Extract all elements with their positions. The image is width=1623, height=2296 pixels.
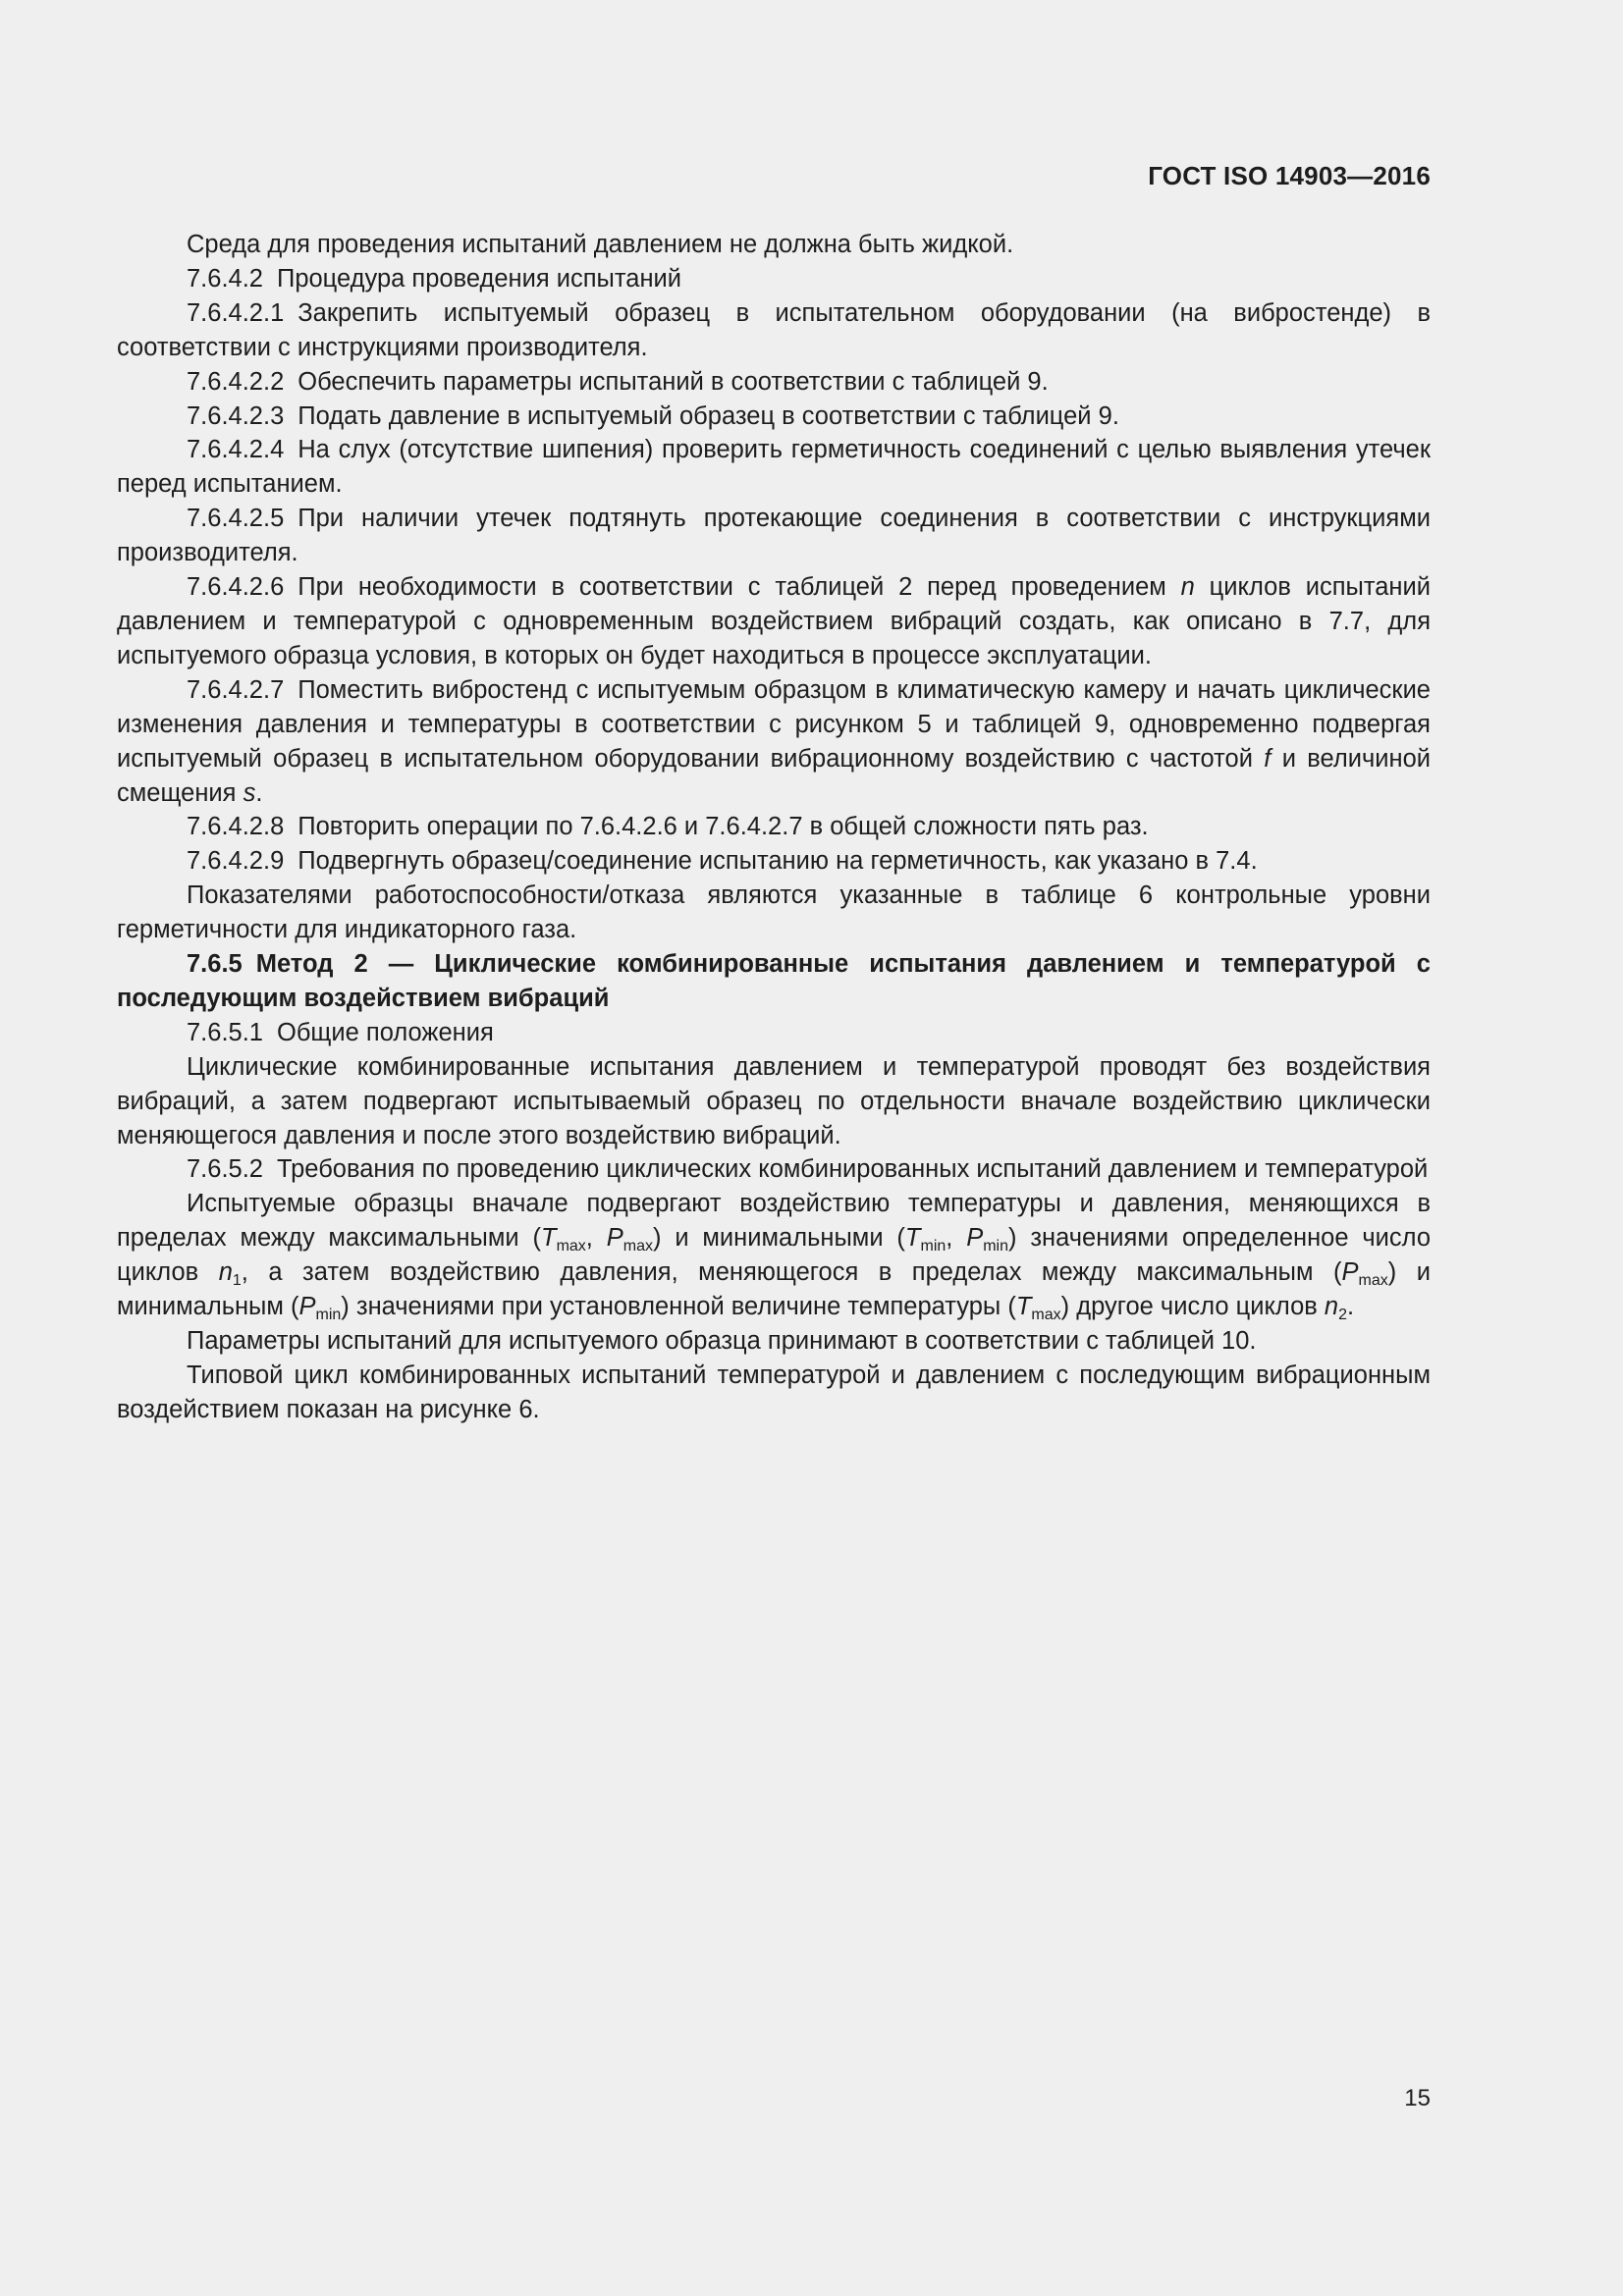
section-heading <box>117 1016 1431 1050</box>
clause-title: Процедура проведения испытаний <box>276 264 682 293</box>
section-heading-bold <box>117 947 1431 1016</box>
subscript-max: max <box>622 1238 653 1255</box>
clause-number: 7.6.4.2.8 <box>187 813 285 841</box>
clause-text: Повторить операции по 7.6.4.2.6 и 7.6.4.2.7 в общей сложности пять раз. <box>298 813 1149 841</box>
clause-number: 7.6.5 <box>187 950 243 979</box>
text-run: ) значениями определенное число циклов <box>117 1224 1432 1287</box>
var-T: T <box>540 1224 557 1253</box>
var-P: P <box>1341 1258 1359 1287</box>
clause-number: 7.6.4.2.5 <box>187 505 285 533</box>
subscript-max: max <box>1031 1307 1061 1324</box>
clause <box>117 433 1431 502</box>
text-run: , а затем воздействию давления, меняющегося в пределах между максимальным ( <box>241 1258 1342 1287</box>
clause <box>117 502 1431 570</box>
paragraph <box>117 1359 1431 1427</box>
paragraph-text: Среда для проведения испытаний давлением не должна быть жидкой. <box>187 231 1014 258</box>
text-run: Испытуемые образцы вначале подвергают воздействию температуры и давления, меняющихся в пределах между максимальными ( <box>117 1190 1431 1253</box>
clause-number: 7.6.4.2 <box>187 264 263 293</box>
clause-title: Общие положения <box>276 1018 494 1046</box>
paragraph-text: Показателями работоспособности/отказа являются указанные в таблице 6 контрольные уровни герметичности для индикаторного газа. <box>117 881 1431 944</box>
paragraph <box>117 228 1431 262</box>
var-P: P <box>966 1224 984 1253</box>
clause <box>117 673 1431 811</box>
clause-number: 7.6.4.2.2 <box>187 367 285 396</box>
text-run: ) и минимальным ( <box>117 1258 1431 1321</box>
subscript-min: min <box>920 1238 947 1255</box>
section-heading <box>117 262 1431 296</box>
text-run: ) и минимальными ( <box>652 1224 905 1253</box>
text-run: , <box>946 1224 967 1253</box>
var-P: P <box>606 1224 623 1253</box>
variable-n: n <box>1180 573 1195 602</box>
clause-text: Подвергнуть образец/соединение испытанию на герметичность, как указано в 7.4. <box>298 847 1258 876</box>
variable-s: s <box>243 778 256 807</box>
clause-number: 7.6.4.2.6 <box>187 573 285 602</box>
clause-text: циклов испытаний давлением и температурой с одновременным воздействием вибраций создать, как описано в 7.7, для испытуемого образца условия, в которых он будет находиться в процессе эксплуатации. <box>117 573 1431 669</box>
paragraph-text: Параметры испытаний для испытуемого образца принимают в соответствии с таблицей 10. <box>187 1327 1257 1355</box>
clause-text: Обеспечить параметры испытаний в соответствии с таблицей 9. <box>298 367 1049 396</box>
paragraph-with-formulas <box>117 1187 1431 1324</box>
clause-text: Подать давление в испытуемый образец в соответствии с таблицей 9. <box>298 401 1119 430</box>
clause-text: На слух (отсутствие шипения) проверить герметичность соединений с целью выявления утечек перед испытанием. <box>117 436 1431 499</box>
subscript-1: 1 <box>232 1272 242 1290</box>
clause <box>117 365 1431 400</box>
document-id-header: ГОСТ ISO 14903—2016 <box>1148 161 1431 190</box>
clause-number: 7.6.4.2.3 <box>187 401 285 430</box>
clause-text: и величиной смещения <box>117 744 1431 807</box>
variable-f: f <box>1264 744 1271 773</box>
paragraph <box>117 1324 1431 1359</box>
var-n: n <box>1324 1293 1339 1321</box>
clause-number: 7.6.4.2.1 <box>187 298 285 327</box>
var-T: T <box>904 1224 921 1253</box>
clause-number: 7.6.4.2.9 <box>187 847 285 876</box>
text-run: , <box>585 1224 607 1253</box>
paragraph-text: Типовой цикл комбинированных испытаний температурой и давлением с последующим вибрационным воздействием показан на рисунке 6. <box>117 1361 1431 1423</box>
body-text <box>117 228 1431 1427</box>
clause <box>117 400 1431 434</box>
section-title: Метод 2 — Циклические комбинированные испытания давлением и температурой с последующим воздействием вибраций <box>117 950 1431 1012</box>
clause-number: 7.6.4.2.7 <box>187 675 285 704</box>
clause-text: При необходимости в соответствии с таблицей 2 перед проведением <box>298 573 1181 602</box>
subscript-max: max <box>1358 1272 1388 1290</box>
clause-number: 7.6.5.2 <box>187 1155 263 1184</box>
subscript-min: min <box>315 1307 342 1324</box>
clause-text: . <box>255 778 263 807</box>
clause <box>117 810 1431 844</box>
clause-number: 7.6.5.1 <box>187 1018 263 1046</box>
clause-title: Требования по проведению циклических комбинированных испытаний давлением и температурой <box>276 1155 1429 1184</box>
subscript-2: 2 <box>1338 1307 1348 1324</box>
subscript-min: min <box>983 1238 1008 1255</box>
text-run: ) значениями при установленной величине температуры ( <box>341 1293 1016 1321</box>
paragraph <box>117 879 1431 947</box>
subscript-max: max <box>556 1238 586 1255</box>
var-n: n <box>218 1258 233 1287</box>
section-heading <box>117 1152 1431 1187</box>
clause-number: 7.6.4.2.4 <box>187 436 285 464</box>
var-P: P <box>298 1293 316 1321</box>
text-run: . <box>1347 1293 1355 1321</box>
clause-text: Закрепить испытуемый образец в испытательном оборудовании (на вибростенде) в соответствии с инструкциями производителя. <box>117 298 1431 361</box>
clause-text: При наличии утечек подтянуть протекающие соединения в соответствии с инструкциями производителя. <box>117 505 1431 567</box>
page-number: 15 <box>1404 2085 1431 2111</box>
var-T: T <box>1015 1293 1032 1321</box>
text-run: ) другое число циклов <box>1060 1293 1325 1321</box>
clause <box>117 570 1431 673</box>
paragraph-text: Циклические комбинированные испытания давлением и температурой проводят без воздействия вибраций, а затем подвергают испытываемый образец по отдельности вначале воздействию циклически меняющегося давления и после этого воздействию вибраций. <box>117 1052 1431 1149</box>
clause <box>117 844 1431 879</box>
clause <box>117 296 1431 365</box>
paragraph <box>117 1050 1431 1153</box>
clause-text: Поместить вибростенд с испытуемым образцом в климатическую камеру и начать циклические изменения давления и температуры в соответствии с рисунком 5 и таблицей 9, одновременно подвергая испытуемый образец в испытательном оборудовании вибрационному воздействию с частотой <box>117 675 1431 773</box>
